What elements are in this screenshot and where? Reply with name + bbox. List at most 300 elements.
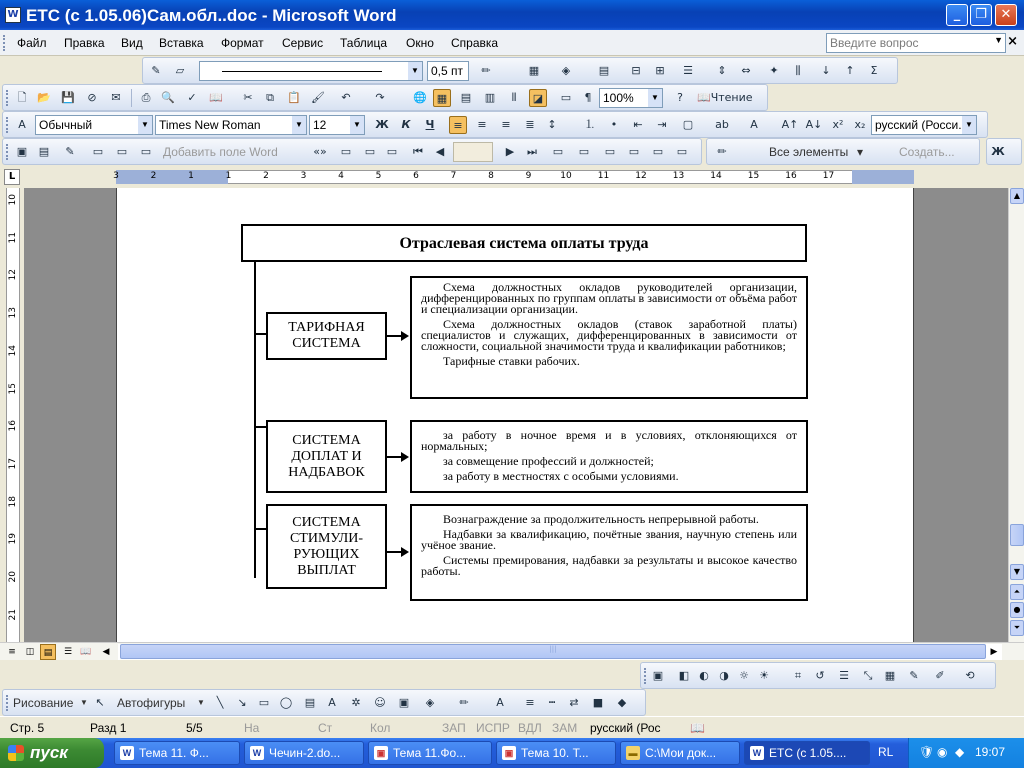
more-brightness-icon[interactable]: ☼ [739, 669, 749, 682]
autofit-icon[interactable]: ⫼ [795, 64, 801, 77]
doc-close-icon[interactable]: × [1007, 34, 1018, 49]
chevron-down-icon[interactable]: ▾ [857, 145, 864, 159]
arrow-style-icon[interactable]: ⇄ [569, 696, 579, 709]
section-label: СИСТЕМА СТИМУЛИ-РУЮЩИХ ВЫПЛАТ [289, 514, 364, 578]
merge-to-printer-icon[interactable]: ▭ [628, 145, 640, 158]
drawing-menu-button[interactable]: Рисование [13, 696, 74, 710]
insert-excel-icon[interactable]: ▥ [484, 91, 496, 104]
menu-file[interactable]: Файл [17, 36, 47, 50]
table-autoformat-icon[interactable]: ✦ [769, 64, 779, 77]
scroll-thumb[interactable] [1010, 524, 1024, 546]
toolbar-grip[interactable] [6, 695, 9, 711]
superscript-icon[interactable]: x² [832, 118, 844, 131]
outside-border-icon[interactable]: ▢ [682, 118, 694, 131]
grow-font-icon[interactable]: A↑ [781, 118, 799, 131]
chevron-down-icon[interactable]: ▼ [80, 698, 88, 707]
connector-trunk [254, 262, 256, 578]
line-color-icon[interactable]: ✏ [459, 696, 469, 709]
email-icon[interactable]: ✉ [111, 91, 121, 104]
shading-icon[interactable]: ◈ [561, 64, 571, 77]
new-document-icon[interactable]: 🗋 [17, 91, 27, 104]
select-objects-icon[interactable]: ↖ [95, 696, 105, 709]
tab-selector[interactable]: L [4, 169, 20, 185]
status-language: русский (Рос [590, 721, 661, 735]
ruler-number: 3 [113, 171, 119, 181]
undo-icon[interactable]: ↶ [341, 91, 351, 104]
ruler-number: 16 [785, 171, 797, 181]
zoom-value: 100% [603, 91, 634, 105]
status-at: На [244, 721, 260, 735]
ruler-number: 8 [488, 171, 494, 181]
ruler-number: 9 [525, 171, 532, 181]
copy-icon[interactable]: ⧉ [266, 91, 274, 104]
ruler-number: 6 [413, 171, 419, 181]
extra-toolbar [986, 138, 1022, 165]
status-extend[interactable]: ВДЛ [518, 721, 542, 735]
eraser-icon[interactable]: ▱ [175, 64, 185, 77]
shield-icon[interactable]: 🛡 [919, 745, 935, 759]
menu-help[interactable]: Справка [451, 36, 499, 50]
sort-descending-icon[interactable]: ↑ [845, 64, 855, 77]
greeting-line-icon[interactable]: ▭ [116, 145, 128, 158]
connector-arrow [387, 456, 401, 458]
less-contrast-icon[interactable]: ◑ [719, 669, 729, 682]
find-entry-icon[interactable]: ▭ [552, 145, 564, 158]
borders-icon[interactable]: ▦ [528, 64, 540, 77]
scroll-left-icon[interactable]: ◀ [102, 647, 110, 657]
arrow-icon[interactable]: ↘ [237, 696, 247, 709]
columns-icon[interactable]: ⫴ [511, 91, 517, 104]
line-style-select[interactable] [199, 61, 423, 81]
status-overtype[interactable]: ЗАМ [552, 721, 578, 735]
word-doc-icon: W [120, 746, 134, 760]
record-number-input[interactable] [453, 142, 493, 162]
menu-grip[interactable] [3, 35, 6, 51]
styles-icon[interactable]: A [18, 118, 26, 131]
incentive-system-box [266, 504, 387, 589]
ruler-number: 1 [188, 171, 194, 181]
print-preview-icon[interactable]: 🔍 [161, 91, 175, 104]
line-style-icon[interactable]: ☰ [839, 669, 849, 682]
add-word-field-button[interactable]: Добавить поле Word [163, 145, 278, 159]
ruler-number: 17 [822, 171, 835, 181]
line-style-icon[interactable]: ≡ [525, 696, 535, 709]
clipart-icon[interactable]: ☺ [374, 696, 386, 709]
vertical-ruler-number: 21 [8, 608, 18, 621]
3d-icon[interactable]: ◆ [617, 696, 627, 709]
status-track[interactable]: ИСПР [476, 721, 510, 735]
window-title: ETC (с 1.05.06)Сам.обл..doc - Microsoft Word [26, 6, 397, 25]
menu-table[interactable]: Таблица [340, 36, 388, 50]
vertical-ruler-number: 10 [8, 194, 18, 206]
vertical-ruler-number: 12 [8, 269, 18, 281]
incentive-details [410, 504, 808, 601]
status-bar [0, 716, 1024, 738]
reading-layout-icon[interactable]: 📖 [80, 647, 92, 657]
paragraph: за работу в ночное время и в условиях, отклоняющихся от нормальных; [421, 428, 797, 453]
document-map-icon[interactable]: ▭ [560, 91, 572, 104]
document-page[interactable] [116, 188, 914, 642]
task-item-active[interactable] [744, 741, 870, 765]
format-picture-icon[interactable]: ✎ [909, 669, 919, 682]
align-right-icon[interactable]: ≡ [501, 118, 511, 131]
chevron-down-icon: ▼ [962, 116, 976, 134]
vertical-ruler-number: 16 [8, 420, 18, 432]
all-elements-select[interactable]: Все элементы [769, 145, 849, 159]
paragraph: за работу в местностях с особыми условиями. [443, 469, 679, 483]
tables-borders-toolbar [142, 57, 898, 84]
status-column: Кол [370, 721, 391, 735]
task-item[interactable] [368, 741, 492, 765]
status-line: Ст [318, 721, 333, 735]
numbering-icon[interactable]: ⒈ [584, 118, 596, 131]
chevron-down-icon: ▼ [350, 116, 364, 134]
font-color-icon[interactable]: A [750, 118, 758, 131]
arrowhead-icon [401, 331, 409, 341]
horizontal-ruler [0, 166, 1024, 188]
chevron-down-icon: ▼ [408, 62, 422, 80]
document-workspace [24, 188, 1008, 642]
task-label: Тема 10. Т... [521, 746, 589, 760]
first-record-icon[interactable]: ⏮ [413, 145, 423, 158]
word-doc-icon: W [750, 746, 764, 760]
vertical-ruler [0, 188, 24, 642]
font-value: Times New Roman [159, 118, 261, 132]
reset-picture-icon[interactable]: ⟲ [965, 669, 975, 682]
compress-icon[interactable]: ⤡ [863, 669, 873, 682]
color-icon[interactable]: ◧ [678, 669, 690, 682]
split-cells-icon[interactable]: ⊞ [655, 64, 665, 77]
horizontal-scroll-thumb[interactable]: ||| [120, 644, 986, 659]
formatting-toolbar [2, 111, 988, 138]
insert-picture-icon[interactable]: ▣ [652, 669, 664, 682]
close-button[interactable]: ✕ [995, 4, 1017, 26]
dash-style-icon[interactable]: ┅ [548, 696, 556, 709]
start-button[interactable] [0, 738, 104, 768]
ruler-number: 13 [672, 171, 685, 181]
vertical-ruler-number: 17 [8, 457, 18, 470]
set-transparent-icon[interactable]: ✐ [935, 669, 945, 682]
tables-borders-icon[interactable]: ▦ [433, 89, 451, 107]
read-label: Чтение [710, 91, 753, 104]
edit-recipients-icon[interactable]: ✎ [65, 145, 75, 158]
scroll-down-icon[interactable]: ▼ [1010, 564, 1024, 580]
section-label: СИСТЕМА ДОПЛАТ И НАДБАВОК [288, 432, 365, 480]
paragraph: Тарифные ставки рабочих. [443, 354, 580, 368]
autoshapes-menu-button[interactable]: Автофигуры [117, 696, 186, 710]
picture-icon[interactable]: ▣ [398, 696, 410, 709]
decrease-indent-icon[interactable]: ⇤ [633, 118, 643, 131]
task-item[interactable] [496, 741, 616, 765]
increase-indent-icon[interactable]: ⇥ [657, 118, 667, 131]
text-wrapping-icon[interactable]: ▦ [884, 669, 896, 682]
toolbar-grip[interactable] [6, 90, 9, 106]
task-label: Чечин-2.do... [269, 746, 341, 760]
word-doc-icon: W [250, 746, 264, 760]
spelling-icon[interactable]: ✓ [187, 91, 197, 104]
cut-icon[interactable]: ✂ [243, 91, 253, 104]
system-tray [908, 738, 1024, 768]
scroll-right-icon[interactable]: ▶ [990, 647, 998, 657]
italic-icon[interactable]: К [401, 118, 411, 131]
align-icon[interactable]: ☰ [683, 64, 693, 77]
clock: 19:07 [975, 745, 1006, 759]
language-value: русский (Росси. [875, 118, 962, 132]
ruler-number: 2 [150, 171, 157, 181]
vertical-ruler-number: 14 [8, 344, 18, 357]
arrowhead-icon [401, 452, 409, 462]
toolbar-grip[interactable] [6, 144, 9, 160]
pdf-doc-icon: ▣ [502, 746, 516, 760]
bullets-icon[interactable]: • [610, 118, 618, 131]
paragraph: Схема должностных окладов руководителей организации, дифференцированных по группам оплаты в зависимости от объёма работ и специализации организации. [421, 280, 797, 316]
picture-toolbar [640, 662, 996, 689]
subscript-icon[interactable]: x₂ [854, 118, 866, 131]
task-label: Тема 11.Фо... [393, 746, 467, 760]
chevron-down-icon[interactable]: ▼ [197, 698, 205, 707]
status-pages: 5/5 [186, 721, 203, 735]
ruler-number: 3 [300, 171, 307, 181]
pdf-doc-icon: ▣ [374, 746, 388, 760]
diagram-title: Отраслевая система оплаты труда [241, 224, 807, 262]
tariff-system-box [266, 312, 387, 360]
outline-view-icon[interactable]: ☰ [63, 647, 73, 657]
start-label: пуск [30, 743, 68, 762]
last-record-icon[interactable]: ⏭ [527, 145, 537, 158]
draw-table-icon[interactable]: ✎ [151, 64, 161, 77]
toolbar-grip[interactable] [644, 668, 647, 684]
font-size-select[interactable] [309, 115, 365, 135]
hyperlink-icon[interactable]: 🌐 [413, 91, 427, 104]
arrowhead-icon [401, 547, 409, 557]
menu-window[interactable]: Окно [406, 36, 434, 50]
research-icon[interactable]: 📖 [209, 91, 223, 104]
bold-icon[interactable]: Ж [375, 118, 389, 131]
shadow-icon[interactable]: ■ [592, 696, 604, 709]
bold-icon[interactable]: Ж [991, 145, 1005, 158]
vertical-ruler-number: 15 [8, 382, 18, 394]
chevron-down-icon: ▼ [292, 116, 306, 134]
more-contrast-icon[interactable]: ◐ [699, 669, 709, 682]
task-item[interactable] [114, 741, 240, 765]
open-icon[interactable]: 📂 [37, 91, 51, 104]
toolbar-grip[interactable] [6, 117, 9, 133]
paragraph: Вознаграждение за продолжительность непрерывной работы. [443, 512, 759, 526]
check-errors-icon[interactable]: ▭ [578, 145, 590, 158]
previous-page-icon[interactable]: ⏶ [1010, 584, 1024, 600]
previous-record-icon[interactable]: ◀ [435, 145, 445, 158]
highlight-icon[interactable]: ab [715, 118, 729, 131]
title-bar [0, 0, 1024, 30]
task-item[interactable] [244, 741, 364, 765]
ruler-number: 7 [450, 171, 457, 181]
distribute-rows-icon[interactable]: ⇕ [717, 64, 727, 77]
show-hide-icon[interactable]: ¶ [584, 91, 592, 104]
vertical-scrollbar[interactable] [1008, 188, 1024, 642]
read-button[interactable] [697, 89, 763, 107]
horizontal-scrollbar [0, 642, 1024, 660]
save-icon[interactable]: 💾 [61, 91, 75, 104]
task-label: Тема 11. Ф... [139, 746, 209, 760]
ruler-number: 1 [225, 171, 232, 181]
next-page-icon[interactable]: ⏷ [1010, 620, 1024, 636]
help-icon[interactable]: ? [677, 91, 683, 104]
align-left-icon[interactable]: ≡ [449, 116, 467, 134]
paragraph: Системы премирования, надбавки за результаты и высокое качество работы. [421, 553, 797, 578]
browse-object-icon[interactable]: ● [1010, 602, 1024, 618]
control-toolbox [706, 138, 980, 165]
connector-branch [254, 333, 266, 335]
ruler-number: 14 [710, 171, 722, 181]
merge-to-document-icon[interactable]: ▭ [604, 145, 616, 158]
connector-branch [254, 426, 266, 428]
merge-to-email-icon[interactable]: ▭ [652, 145, 664, 158]
vertical-ruler-number: 18 [8, 495, 18, 508]
chevron-down-icon: ▼ [138, 116, 152, 134]
vertical-ruler-number: 11 [8, 231, 18, 244]
ask-dropdown-icon[interactable]: ▼ [994, 35, 1003, 45]
ruler-number: 10 [560, 171, 572, 181]
fill-color-icon[interactable]: ◈ [425, 696, 435, 709]
insert-table-icon[interactable]: ▤ [598, 64, 610, 77]
menu-insert[interactable]: Вставка [159, 36, 204, 50]
status-rec[interactable]: ЗАП [442, 721, 466, 735]
word-app-icon[interactable]: W [5, 7, 21, 23]
insert-fields-icon[interactable]: ▭ [140, 145, 152, 158]
line-weight-select[interactable] [427, 61, 469, 81]
format-painter-icon[interactable]: 🖌 [311, 91, 325, 104]
task-item[interactable] [620, 741, 740, 765]
normal-view-icon[interactable]: ≡ [8, 647, 16, 657]
diagram-icon[interactable]: ✲ [351, 696, 361, 709]
language-indicator[interactable]: RL [878, 745, 894, 759]
font-select[interactable] [155, 115, 307, 135]
ask-question-box[interactable] [826, 33, 1006, 53]
maximize-button[interactable]: ❐ [970, 4, 992, 26]
allowances-system-box [266, 420, 387, 493]
allowances-details [410, 420, 808, 493]
design-mode-icon[interactable]: ✏ [717, 145, 727, 158]
scroll-up-icon[interactable]: ▲ [1010, 188, 1024, 204]
print-layout-icon[interactable]: ▤ [40, 644, 56, 660]
recipients-icon[interactable]: ▤ [38, 145, 50, 158]
justify-icon[interactable]: ≣ [525, 118, 535, 131]
wordart-icon[interactable]: A [328, 696, 336, 709]
status-section: Разд 1 [90, 721, 127, 735]
rotate-icon[interactable]: ↺ [815, 669, 825, 682]
permission-icon[interactable]: ⊘ [87, 91, 97, 104]
sort-ascending-icon[interactable]: ↓ [821, 64, 831, 77]
vertical-ruler-number: 13 [8, 307, 18, 319]
ruler-number: 12 [635, 171, 647, 181]
crop-icon[interactable]: ⌗ [794, 669, 802, 682]
menu-bar [0, 30, 1024, 56]
next-record-icon[interactable]: ▶ [505, 145, 515, 158]
right-margin-area [852, 170, 914, 184]
textbox-icon[interactable]: ▤ [304, 696, 316, 709]
align-center-icon[interactable]: ≡ [477, 118, 487, 131]
less-brightness-icon[interactable]: ☀ [759, 669, 769, 682]
ruler-number: 5 [375, 171, 382, 181]
line-spacing-icon[interactable]: ↕ [547, 118, 557, 131]
highlight-fields-icon[interactable]: ▭ [340, 145, 352, 158]
ruler-number: 2 [263, 171, 269, 181]
vertical-ruler-number: 19 [8, 533, 18, 545]
menu-edit[interactable]: Правка [64, 36, 105, 50]
rectangle-icon[interactable]: ▭ [258, 696, 270, 709]
ruler-number: 15 [747, 171, 760, 181]
merge-cells-icon[interactable]: ⊟ [631, 64, 641, 77]
underline-icon[interactable]: Ч [425, 118, 435, 131]
menu-view[interactable]: Вид [121, 36, 143, 50]
minimize-button[interactable]: _ [946, 4, 968, 26]
style-value: Обычный [39, 118, 93, 132]
insert-table-std-icon[interactable]: ▤ [460, 91, 472, 104]
ruler-number: 11 [597, 171, 610, 181]
line-weight-value: 0,5 пт [431, 64, 464, 78]
status-page: Стр. 5 [10, 721, 45, 735]
menu-tools[interactable]: Сервис [282, 36, 324, 50]
ruler-number: 4 [338, 171, 344, 181]
autosum-icon[interactable]: Σ [870, 64, 878, 77]
paste-icon[interactable]: 📋 [287, 91, 301, 104]
distribute-columns-icon[interactable]: ⇔ [741, 64, 751, 77]
border-color-icon[interactable]: ✏ [481, 64, 491, 77]
zoom-select[interactable] [599, 88, 663, 108]
ask-question-placeholder: Введите вопрос [830, 36, 919, 50]
propagate-labels-icon[interactable]: ▭ [386, 145, 398, 158]
connector-arrow [387, 551, 401, 553]
volume-icon[interactable]: ◆ [955, 745, 965, 759]
oval-icon[interactable]: ◯ [279, 696, 293, 709]
font-color-icon[interactable]: A [496, 696, 504, 709]
network-icon[interactable]: ◉ [937, 745, 948, 759]
shrink-font-icon[interactable]: A↓ [805, 118, 823, 131]
create-button[interactable]: Создать... [899, 145, 955, 159]
merge-to-fax-icon[interactable]: ▭ [676, 145, 688, 158]
web-layout-icon[interactable]: ◫ [25, 647, 35, 657]
paragraph: за совмещение профессий и должностей; [443, 454, 654, 468]
paragraph: Надбавки за квалификацию, почётные звания, научную степень или учёное звание. [421, 527, 797, 552]
main-document-icon[interactable]: ▣ [16, 145, 28, 158]
view-merged-icon[interactable]: «» [313, 145, 327, 158]
spelling-status-icon[interactable]: 📖 [690, 721, 705, 735]
connector-arrow [387, 335, 401, 337]
redo-icon[interactable]: ↷ [375, 91, 385, 104]
taskbar [0, 738, 1024, 768]
style-select[interactable] [35, 115, 153, 135]
menu-format[interactable]: Формат [221, 36, 264, 50]
toolbar-separator [131, 89, 132, 107]
line-style-preview [222, 71, 382, 72]
task-label: C:\Мои док... [645, 746, 717, 760]
connector-branch [254, 528, 266, 530]
print-icon[interactable]: ⎙ [141, 91, 151, 104]
match-fields-icon[interactable]: ▭ [364, 145, 376, 158]
standard-toolbar [2, 84, 768, 111]
language-select[interactable] [871, 115, 977, 135]
section-label: ТАРИФНАЯ СИСТЕМА [288, 320, 365, 351]
folder-icon: ▬ [626, 746, 640, 760]
book-icon: 📖 [697, 91, 711, 104]
windows-flag-icon [8, 745, 24, 761]
chevron-down-icon: ▼ [648, 89, 662, 107]
address-block-icon[interactable]: ▭ [92, 145, 104, 158]
line-icon[interactable]: ╲ [216, 696, 224, 709]
drawing-icon[interactable]: ◪ [529, 89, 547, 107]
paragraph: Схема должностных окладов (ставок заработной платы) специалистов и служащих, дифференцированных в зависимости от сложности, социальной значимости труда и квалификации работников; [421, 317, 797, 353]
tariff-system-details [410, 276, 808, 399]
